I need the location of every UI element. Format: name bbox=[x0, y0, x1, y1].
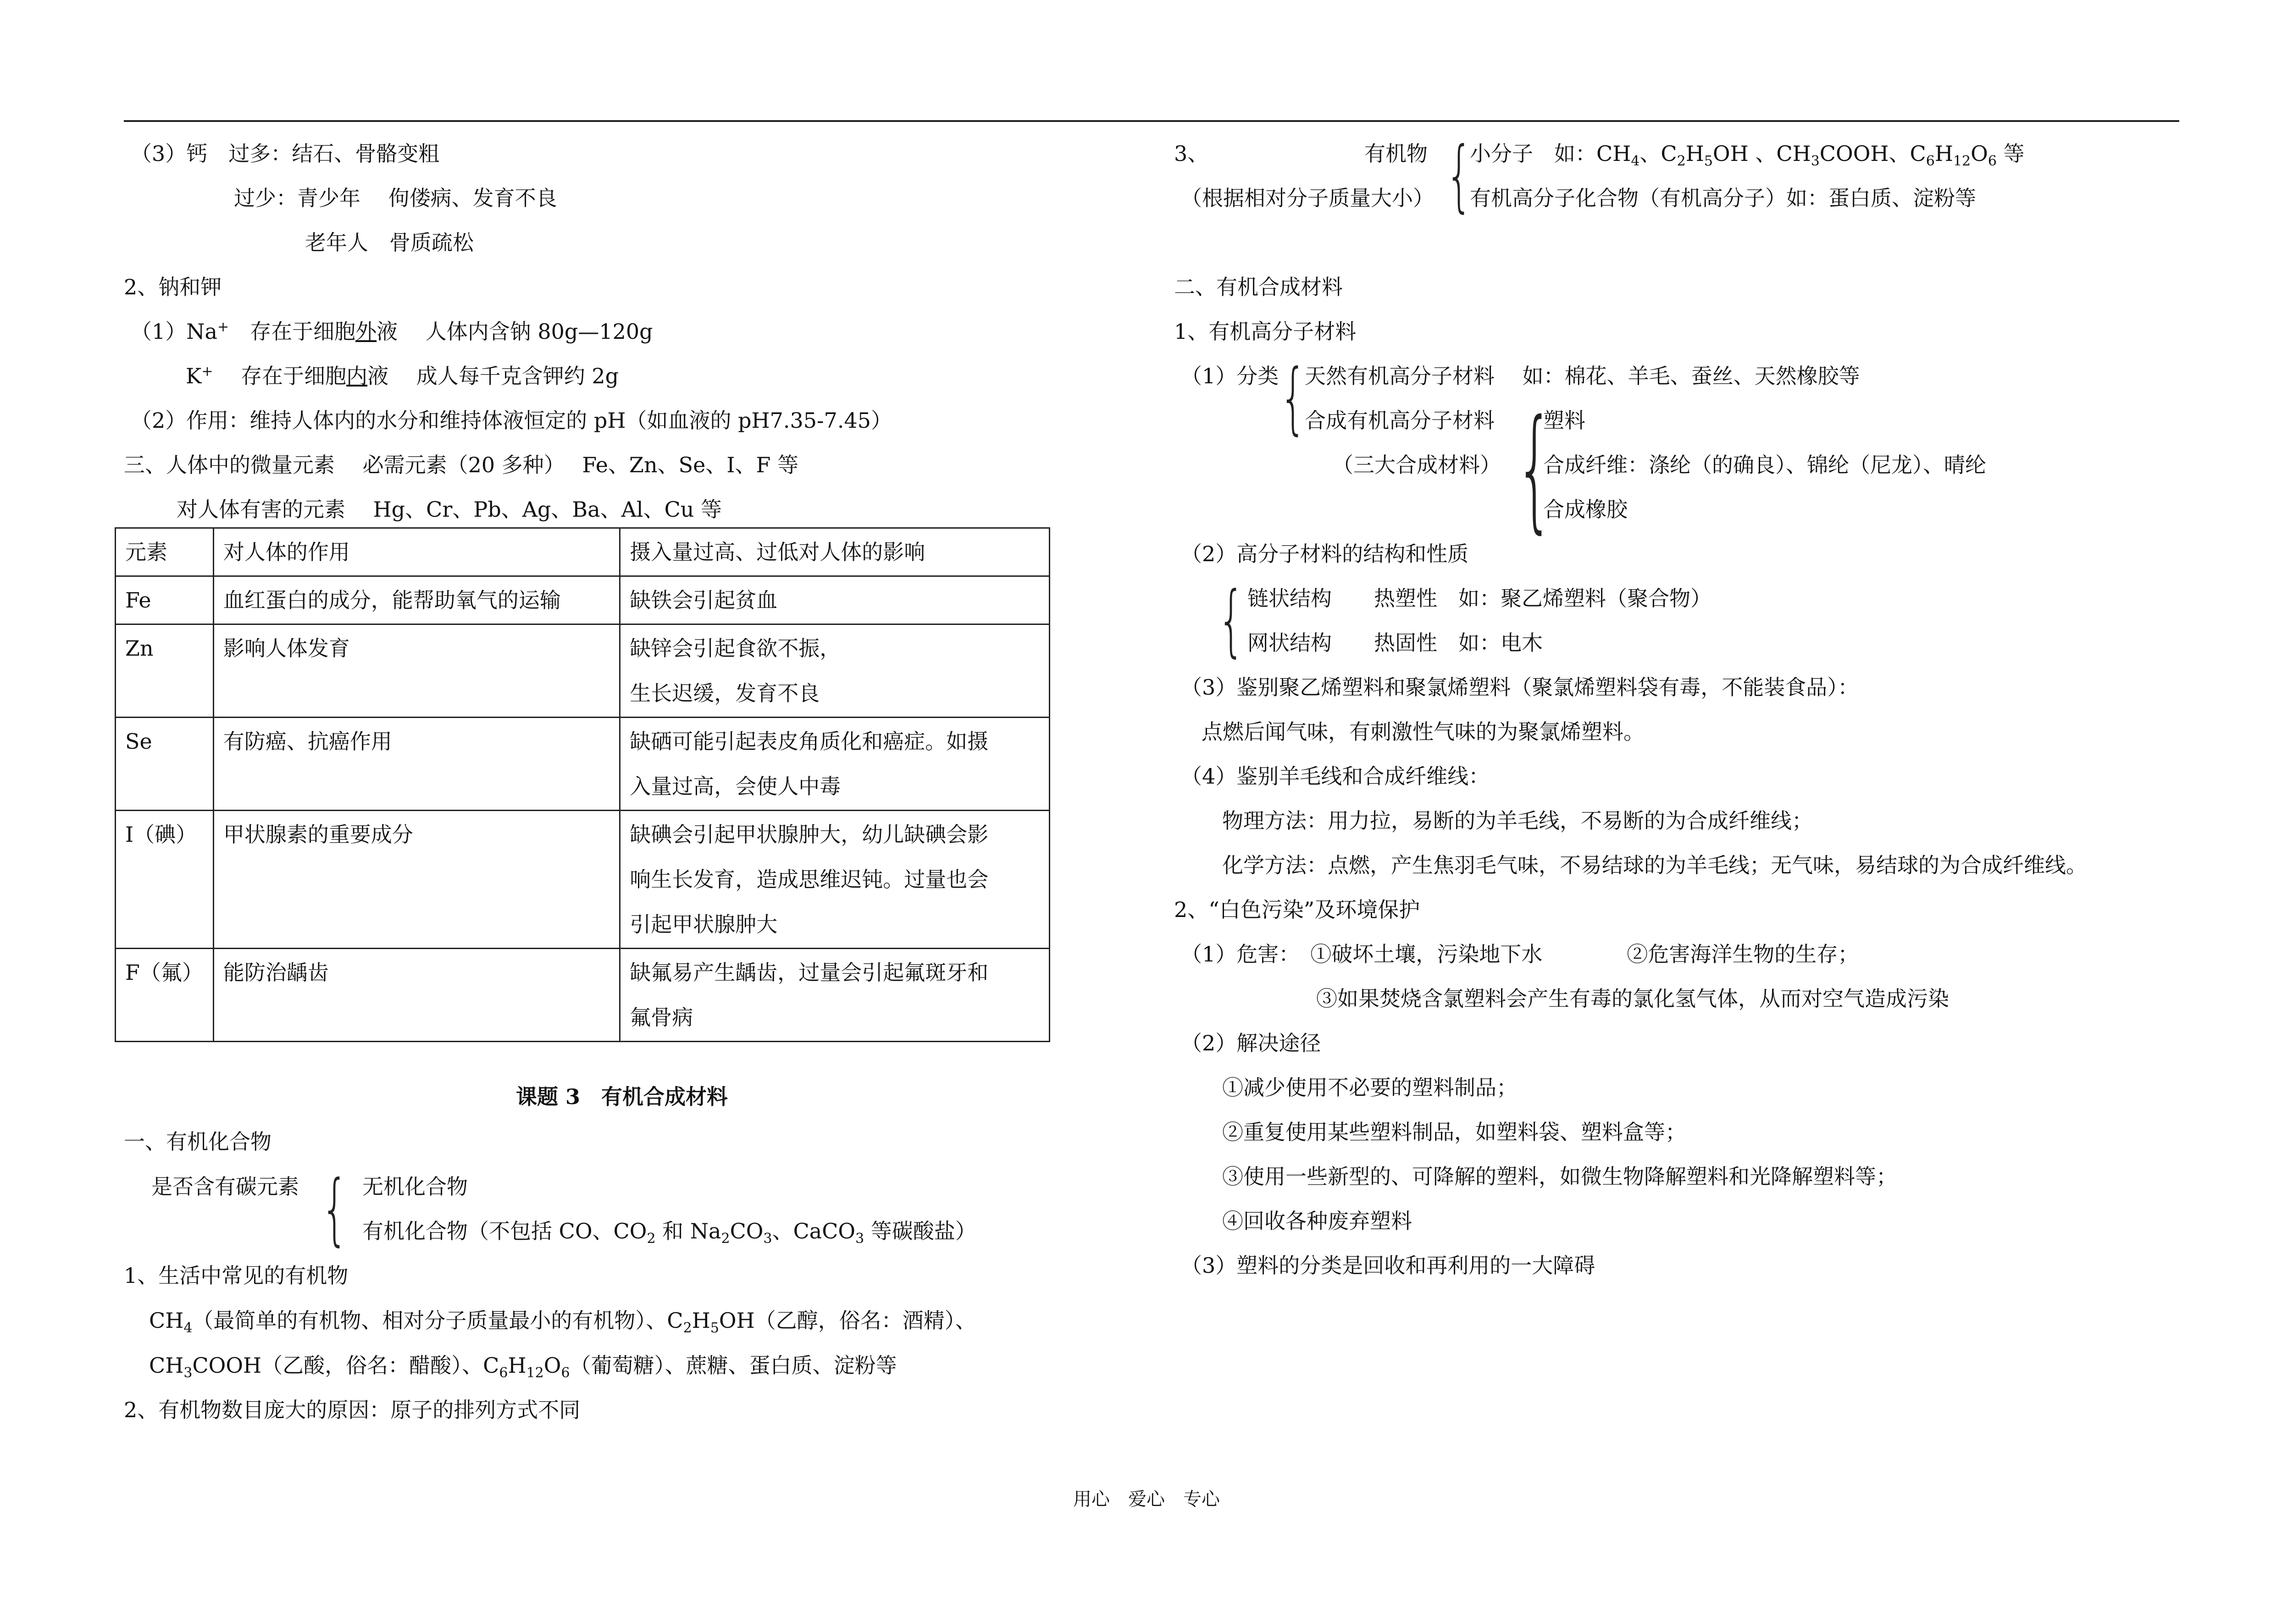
trace-heading: 三、人体中的微量元素 必需元素（20 多种） Fe、Zn、Se、I、F 等 bbox=[124, 453, 799, 477]
synthetic-polymer-label: 合成有机高分子材料 bbox=[1305, 408, 1495, 433]
synthetic-rubber-label: 合成橡胶 bbox=[1543, 497, 1628, 522]
table-cell: 甲状腺素的重要成分 bbox=[213, 811, 620, 949]
natural-polymer-line: 天然有机高分子材料 如：棉花、羊毛、蚕丝、天然橡胶等 bbox=[1305, 364, 1860, 388]
common-organics-heading: 1、生活中常见的有机物 bbox=[124, 1263, 349, 1288]
potassium-line: K+ 存在于细胞内液 成人每千克含钾约 2g bbox=[186, 363, 619, 388]
identify-wool-heading: （4）鉴别羊毛线和合成纤维线： bbox=[1181, 764, 1490, 789]
harm-line: （1）危害： ①破坏土壤，污染地下水 ②危害海洋生物的生存； bbox=[1181, 942, 1859, 967]
brace-icon: { bbox=[1218, 575, 1245, 666]
table-cell: 缺硒可能引起表皮角质化和癌症。如摄 入量过高，会使人中毒 bbox=[620, 718, 1050, 811]
calcium-heading: （3）钙 过多：结石、骨骼变粗 bbox=[131, 141, 440, 166]
table-cell: Fe bbox=[116, 576, 214, 624]
table-header-row bbox=[116, 528, 1050, 576]
structure-heading: （2）高分子材料的结构和性质 bbox=[1181, 541, 1469, 566]
table-cell: F（氟） bbox=[116, 949, 214, 1042]
table-cell: 血红蛋白的成分，能帮助氧气的运输 bbox=[213, 576, 620, 624]
solution-item: ③使用一些新型的、可降解的塑料，如微生物降解塑料和光降解塑料等； bbox=[1222, 1164, 1897, 1189]
pollution-heading: 2、“白色污染”及环境保护 bbox=[1174, 897, 1420, 922]
synthetic-heading: 二、有机合成材料 bbox=[1174, 275, 1343, 299]
sodium-line: （1）Na+ 存在于细胞外液 人体内含钠 80g—120g bbox=[131, 319, 653, 344]
plastic-label: 塑料 bbox=[1543, 408, 1585, 433]
table-cell: I（碘） bbox=[116, 811, 214, 949]
common-organics-line2: $CH_3COOH$（乙酸，俗名：醋酸）、$C_6H_{12}O_6$（葡萄糖）、蔗糖、蛋白质、淀粉等 bbox=[149, 1353, 897, 1381]
table-header-cell: 元素 bbox=[116, 528, 214, 576]
table-row bbox=[116, 811, 1050, 949]
synthetic-fiber-line: 合成纤维：涤纶（的确良）、锦纶（尼龙）、晴纶 bbox=[1543, 453, 1986, 477]
three-major-label: （三大合成材料） bbox=[1332, 453, 1501, 477]
solution-item: ④回收各种废弃塑料 bbox=[1222, 1209, 1412, 1233]
organic-label: 有机化合物（不包括 CO、$CO_2$ 和 $Na_2CO_3$、CaCO$_3$ 等碳酸盐） bbox=[362, 1219, 976, 1247]
obstacle-line: （3）塑料的分类是回收和再利用的一大障碍 bbox=[1181, 1253, 1595, 1278]
network-structure-line: 网状结构 热固性 如：电木 bbox=[1247, 630, 1543, 655]
calcium-elderly: 老年人 骨质疏松 bbox=[305, 230, 474, 255]
polymer-materials-heading: 1、有机高分子材料 bbox=[1174, 319, 1357, 344]
table-cell: 缺碘会引起甲状腺肿大，幼儿缺碘会影 响生长发育，造成思维迟钝。过量也会 引起甲状腺肿大 bbox=[620, 811, 1050, 949]
physical-method: 物理方法：用力拉，易断的为羊毛线，不易断的为合成纤维线； bbox=[1222, 808, 1813, 833]
classification-organic-label: 有机物 bbox=[1364, 141, 1428, 166]
sodium-potassium-role: （2）作用：维持人体内的水分和维持体液恒定的 pH（如血液的 pH7.35-7.45） bbox=[131, 408, 892, 433]
table-cell: 缺氟易产生龋齿，过量会引起氟斑牙和 氟骨病 bbox=[620, 949, 1050, 1042]
table-header-cell: 对人体的作用 bbox=[213, 528, 620, 576]
organic-count-reason: 2、有机物数目庞大的原因：原子的排列方式不同 bbox=[124, 1398, 581, 1422]
table-row bbox=[116, 718, 1050, 811]
inorganic-label: 无机化合物 bbox=[362, 1174, 468, 1199]
table-row bbox=[116, 624, 1050, 718]
solution-item: ①减少使用不必要的塑料制品； bbox=[1222, 1075, 1518, 1100]
classification-basis: （根据相对分子质量大小） bbox=[1181, 186, 1434, 210]
brace-icon: { bbox=[321, 1164, 349, 1254]
lesson-title: 课题 3 有机合成材料 bbox=[516, 1084, 728, 1109]
brace-icon: { bbox=[1516, 392, 1554, 546]
chain-structure-line: 链状结构 热塑性 如：聚乙烯塑料（聚合物） bbox=[1247, 586, 1711, 611]
classification-label: （1）分类 bbox=[1181, 364, 1279, 388]
identify-plastic-heading: （3）鉴别聚乙烯塑料和聚氯烯塑料（聚氯烯塑料袋有毒，不能装食品）： bbox=[1181, 675, 1859, 700]
calcium-deficit: 过少：青少年 佝偻病、发育不良 bbox=[234, 186, 557, 210]
small-molecule-line: 小分子 如：$CH_4$、$C_2H_5OH$ 、$CH_3COOH$、$C_6H_{12}O_6$ 等 bbox=[1470, 141, 2025, 170]
classification-number: 3、 bbox=[1174, 141, 1209, 166]
table-header-cell: 摄入量过高、过低对人体的影响 bbox=[620, 528, 1050, 576]
table-cell: Zn bbox=[116, 624, 214, 718]
table-cell: 能防治龋齿 bbox=[213, 949, 620, 1042]
polymer-line: 有机高分子化合物（有机高分子）如：蛋白质、淀粉等 bbox=[1470, 186, 1976, 210]
page-footer: 用心 爱心 专心 bbox=[1073, 1489, 1220, 1510]
brace-icon: { bbox=[1446, 130, 1473, 221]
table-cell: 缺锌会引起食欲不振， 生长迟缓，发育不良 bbox=[620, 624, 1050, 718]
solution-item: ②重复使用某些塑料制品，如塑料袋、塑料盒等； bbox=[1222, 1120, 1686, 1144]
trace-element-table bbox=[115, 527, 1050, 1042]
table-cell: 有防癌、抗癌作用 bbox=[213, 718, 620, 811]
harm3-line: ③如果焚烧含氯塑料会产生有毒的氯化氢气体，从而对空气造成污染 bbox=[1316, 986, 1949, 1011]
header-rule bbox=[124, 120, 2179, 122]
organic-heading: 一、有机化合物 bbox=[124, 1129, 271, 1154]
common-organics-line1: $CH_4$（最简单的有机物、相对分子质量最小的有机物）、$C_2H_5OH$（乙醇，俗名：酒精）、 bbox=[149, 1308, 976, 1337]
organic-criterion: 是否含有碳元素 bbox=[151, 1174, 299, 1199]
sodium-potassium-heading: 2、钠和钾 bbox=[124, 275, 222, 299]
table-row bbox=[116, 949, 1050, 1042]
table-cell: 影响人体发育 bbox=[213, 624, 620, 718]
table-cell: 缺铁会引起贫血 bbox=[620, 576, 1050, 624]
identify-plastic-method: 点燃后闻气味，有刺激性气味的为聚氯烯塑料。 bbox=[1202, 719, 1645, 744]
solution-heading: （2）解决途径 bbox=[1181, 1031, 1321, 1055]
table-row bbox=[116, 576, 1050, 624]
table-cell: Se bbox=[116, 718, 214, 811]
chemical-method: 化学方法：点燃，产生焦羽毛气味，不易结球的为羊毛线；无气味，易结球的为合成纤维线。 bbox=[1222, 853, 2087, 878]
brace-icon: { bbox=[1279, 353, 1307, 443]
trace-harmful: 对人体有害的元素 Hg、Cr、Pb、Ag、Ba、Al、Cu 等 bbox=[177, 497, 722, 522]
